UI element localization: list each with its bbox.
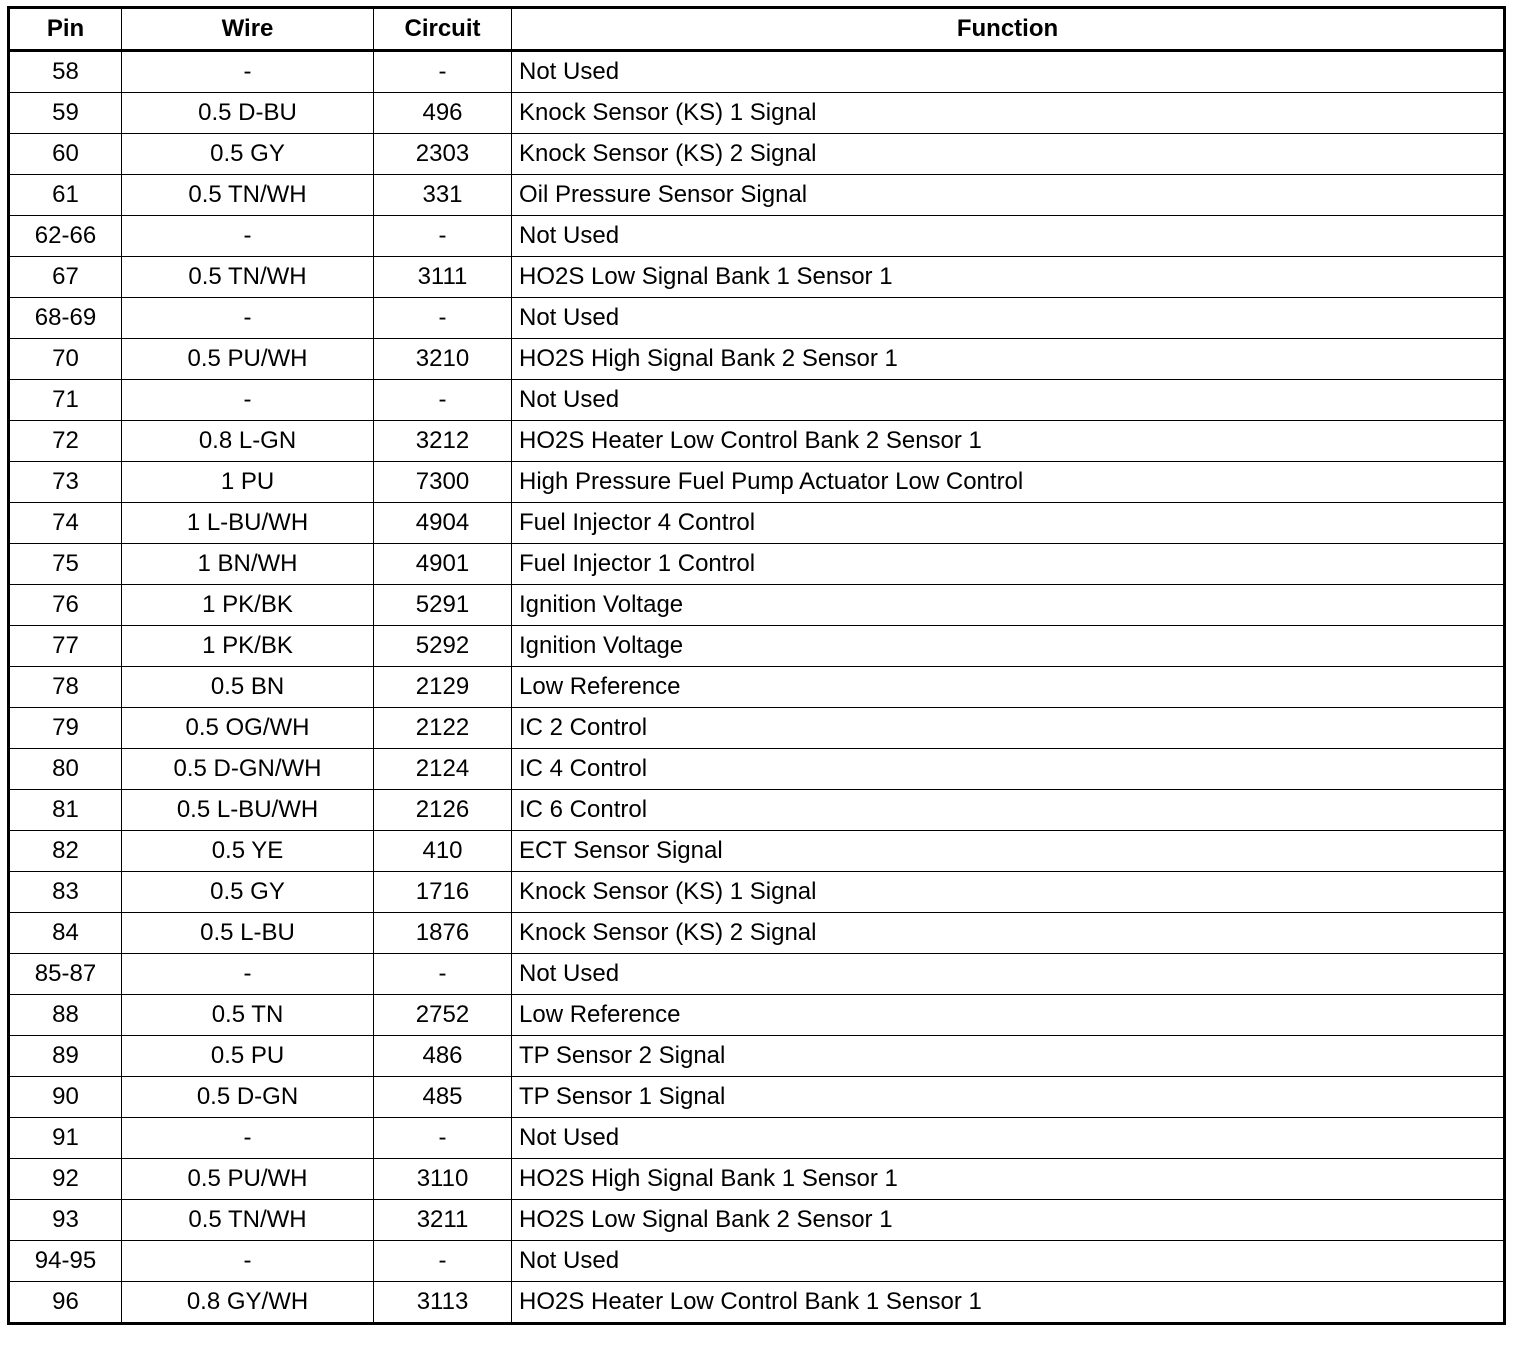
function-cell: Knock Sensor (KS) 1 Signal	[512, 93, 1505, 134]
circuit-cell: 496	[374, 93, 512, 134]
function-cell: Not Used	[512, 216, 1505, 257]
circuit-cell: 5291	[374, 585, 512, 626]
table-row	[9, 954, 1505, 995]
table-row	[9, 749, 1505, 790]
pin-cell: 60	[9, 134, 122, 175]
wire-cell: 0.5 GY	[122, 134, 374, 175]
circuit-cell: 485	[374, 1077, 512, 1118]
pin-cell: 71	[9, 380, 122, 421]
function-cell: Low Reference	[512, 667, 1505, 708]
circuit-cell: 410	[374, 831, 512, 872]
pin-cell: 90	[9, 1077, 122, 1118]
function-cell: Knock Sensor (KS) 2 Signal	[512, 134, 1505, 175]
wire-cell: -	[122, 298, 374, 339]
wire-cell: 0.5 PU/WH	[122, 1159, 374, 1200]
function-cell: Not Used	[512, 954, 1505, 995]
table-body	[9, 51, 1505, 1324]
wire-cell: 0.8 L-GN	[122, 421, 374, 462]
circuit-cell: -	[374, 380, 512, 421]
wire-cell: -	[122, 51, 374, 93]
pin-cell: 79	[9, 708, 122, 749]
function-cell: HO2S High Signal Bank 1 Sensor 1	[512, 1159, 1505, 1200]
wire-cell: 0.5 YE	[122, 831, 374, 872]
wire-cell: 0.5 TN/WH	[122, 1200, 374, 1241]
circuit-cell: 3111	[374, 257, 512, 298]
function-cell: IC 6 Control	[512, 790, 1505, 831]
table-row	[9, 462, 1505, 503]
pin-cell: 81	[9, 790, 122, 831]
pin-cell: 70	[9, 339, 122, 380]
pin-cell: 82	[9, 831, 122, 872]
function-cell: Fuel Injector 1 Control	[512, 544, 1505, 585]
wire-cell: 1 PK/BK	[122, 626, 374, 667]
function-cell: Oil Pressure Sensor Signal	[512, 175, 1505, 216]
wire-cell: -	[122, 216, 374, 257]
table-row	[9, 1282, 1505, 1324]
wire-cell: 0.5 PU/WH	[122, 339, 374, 380]
pin-cell: 84	[9, 913, 122, 954]
circuit-cell: 3113	[374, 1282, 512, 1324]
circuit-cell: -	[374, 954, 512, 995]
table-row	[9, 913, 1505, 954]
table-row	[9, 175, 1505, 216]
table-row	[9, 1200, 1505, 1241]
table-row	[9, 1036, 1505, 1077]
connector-pinout-sheet	[7, 6, 1506, 1325]
table-row	[9, 831, 1505, 872]
pin-cell: 73	[9, 462, 122, 503]
wire-cell: -	[122, 1241, 374, 1282]
wire-cell: 0.5 GY	[122, 872, 374, 913]
table-row	[9, 51, 1505, 93]
wire-cell: 0.5 D-GN/WH	[122, 749, 374, 790]
function-cell: HO2S Low Signal Bank 2 Sensor 1	[512, 1200, 1505, 1241]
table-row	[9, 421, 1505, 462]
table-row	[9, 93, 1505, 134]
table-row	[9, 1159, 1505, 1200]
function-cell: Not Used	[512, 51, 1505, 93]
wire-cell: 0.5 TN	[122, 995, 374, 1036]
column-header-function: Function	[512, 8, 1505, 51]
wire-cell: 0.5 OG/WH	[122, 708, 374, 749]
wire-cell: 0.5 D-GN	[122, 1077, 374, 1118]
circuit-cell: 4904	[374, 503, 512, 544]
circuit-cell: -	[374, 298, 512, 339]
wire-cell: 0.5 D-BU	[122, 93, 374, 134]
function-cell: TP Sensor 2 Signal	[512, 1036, 1505, 1077]
pin-cell: 76	[9, 585, 122, 626]
table-row	[9, 1077, 1505, 1118]
wire-cell: -	[122, 1118, 374, 1159]
pin-cell: 83	[9, 872, 122, 913]
circuit-cell: 331	[374, 175, 512, 216]
pin-cell: 72	[9, 421, 122, 462]
table-row	[9, 667, 1505, 708]
wire-cell: 1 L-BU/WH	[122, 503, 374, 544]
circuit-cell: 2129	[374, 667, 512, 708]
pin-cell: 61	[9, 175, 122, 216]
column-header-circuit: Circuit	[374, 8, 512, 51]
circuit-cell: 2303	[374, 134, 512, 175]
table-row	[9, 995, 1505, 1036]
pin-cell: 89	[9, 1036, 122, 1077]
function-cell: HO2S Heater Low Control Bank 2 Sensor 1	[512, 421, 1505, 462]
pin-cell: 93	[9, 1200, 122, 1241]
table-row	[9, 1118, 1505, 1159]
pin-cell: 68-69	[9, 298, 122, 339]
circuit-cell: 7300	[374, 462, 512, 503]
circuit-cell: 486	[374, 1036, 512, 1077]
pin-cell: 96	[9, 1282, 122, 1324]
function-cell: Knock Sensor (KS) 1 Signal	[512, 872, 1505, 913]
pin-cell: 91	[9, 1118, 122, 1159]
circuit-cell: -	[374, 51, 512, 93]
function-cell: ECT Sensor Signal	[512, 831, 1505, 872]
pin-cell: 78	[9, 667, 122, 708]
pin-cell: 75	[9, 544, 122, 585]
table-row	[9, 134, 1505, 175]
pin-cell: 77	[9, 626, 122, 667]
circuit-cell: 3212	[374, 421, 512, 462]
function-cell: Not Used	[512, 1241, 1505, 1282]
pin-cell: 85-87	[9, 954, 122, 995]
circuit-cell: 2126	[374, 790, 512, 831]
wire-cell: 0.5 BN	[122, 667, 374, 708]
table-row	[9, 708, 1505, 749]
wire-cell: 1 PU	[122, 462, 374, 503]
table-row	[9, 503, 1505, 544]
circuit-cell: 1716	[374, 872, 512, 913]
function-cell: IC 2 Control	[512, 708, 1505, 749]
function-cell: TP Sensor 1 Signal	[512, 1077, 1505, 1118]
wire-cell: 0.5 TN/WH	[122, 175, 374, 216]
wire-cell: 0.5 L-BU/WH	[122, 790, 374, 831]
pin-cell: 62-66	[9, 216, 122, 257]
circuit-cell: 2122	[374, 708, 512, 749]
function-cell: HO2S Heater Low Control Bank 1 Sensor 1	[512, 1282, 1505, 1324]
column-header-pin: Pin	[9, 8, 122, 51]
circuit-cell: 3211	[374, 1200, 512, 1241]
wire-cell: 1 PK/BK	[122, 585, 374, 626]
circuit-cell: 3110	[374, 1159, 512, 1200]
table-row	[9, 872, 1505, 913]
function-cell: IC 4 Control	[512, 749, 1505, 790]
pin-cell: 92	[9, 1159, 122, 1200]
wire-cell: 0.5 TN/WH	[122, 257, 374, 298]
circuit-cell: -	[374, 216, 512, 257]
pin-cell: 67	[9, 257, 122, 298]
table-row	[9, 585, 1505, 626]
pinout-table	[7, 6, 1506, 1325]
circuit-cell: 3210	[374, 339, 512, 380]
pin-cell: 74	[9, 503, 122, 544]
wire-cell: -	[122, 380, 374, 421]
circuit-cell: 2752	[374, 995, 512, 1036]
table-header	[9, 8, 1505, 51]
table-row	[9, 216, 1505, 257]
table-row	[9, 380, 1505, 421]
table-row	[9, 257, 1505, 298]
circuit-cell: 5292	[374, 626, 512, 667]
pin-cell: 88	[9, 995, 122, 1036]
table-row	[9, 626, 1505, 667]
wire-cell: 0.5 PU	[122, 1036, 374, 1077]
table-row	[9, 1241, 1505, 1282]
table-row	[9, 544, 1505, 585]
function-cell: HO2S Low Signal Bank 1 Sensor 1	[512, 257, 1505, 298]
function-cell: Not Used	[512, 380, 1505, 421]
function-cell: Ignition Voltage	[512, 626, 1505, 667]
function-cell: Knock Sensor (KS) 2 Signal	[512, 913, 1505, 954]
pin-cell: 58	[9, 51, 122, 93]
circuit-cell: 1876	[374, 913, 512, 954]
pin-cell: 80	[9, 749, 122, 790]
header-row	[9, 8, 1505, 51]
table-row	[9, 790, 1505, 831]
function-cell: HO2S High Signal Bank 2 Sensor 1	[512, 339, 1505, 380]
table-row	[9, 339, 1505, 380]
wire-cell: 0.8 GY/WH	[122, 1282, 374, 1324]
wire-cell: 0.5 L-BU	[122, 913, 374, 954]
table-row	[9, 298, 1505, 339]
pin-cell: 94-95	[9, 1241, 122, 1282]
wire-cell: 1 BN/WH	[122, 544, 374, 585]
circuit-cell: -	[374, 1241, 512, 1282]
wire-cell: -	[122, 954, 374, 995]
column-header-wire: Wire	[122, 8, 374, 51]
circuit-cell: 2124	[374, 749, 512, 790]
function-cell: Low Reference	[512, 995, 1505, 1036]
circuit-cell: 4901	[374, 544, 512, 585]
pin-cell: 59	[9, 93, 122, 134]
function-cell: Not Used	[512, 1118, 1505, 1159]
function-cell: Ignition Voltage	[512, 585, 1505, 626]
function-cell: Not Used	[512, 298, 1505, 339]
function-cell: High Pressure Fuel Pump Actuator Low Control	[512, 462, 1505, 503]
function-cell: Fuel Injector 4 Control	[512, 503, 1505, 544]
circuit-cell: -	[374, 1118, 512, 1159]
